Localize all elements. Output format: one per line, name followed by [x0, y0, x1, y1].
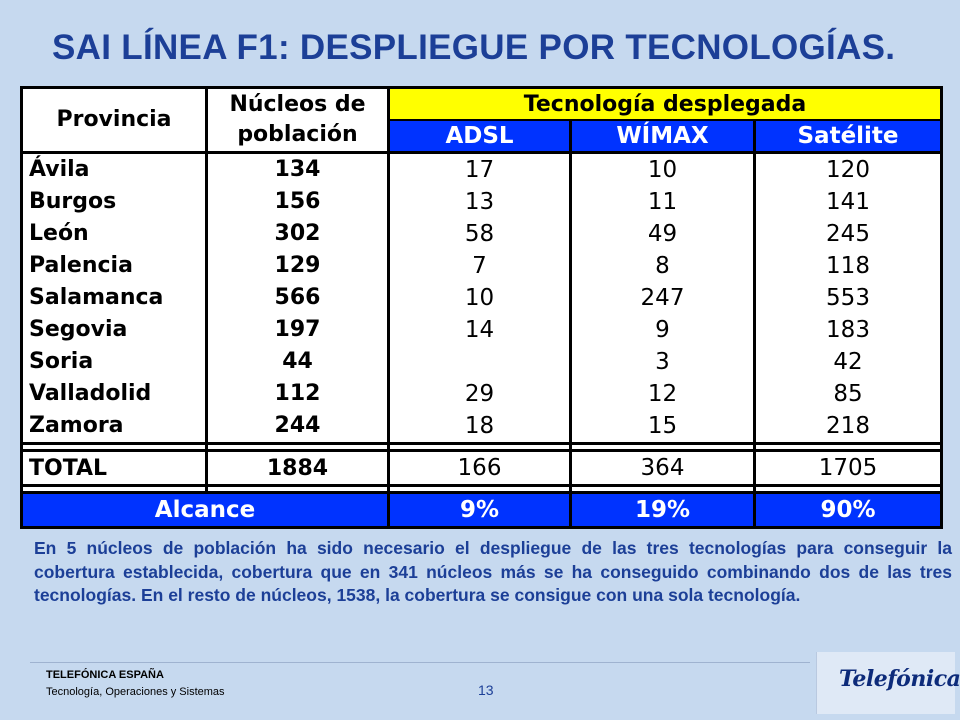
row-wimax: 247 — [571, 282, 755, 314]
row-adsl: 13 — [389, 186, 571, 218]
row-satelite: 553 — [755, 282, 942, 314]
header-provincia: Provincia — [22, 88, 207, 153]
alcance-satelite: 90% — [755, 493, 942, 528]
total-row — [22, 451, 942, 486]
row-adsl: 10 — [389, 282, 571, 314]
total-adsl: 166 — [389, 451, 571, 486]
row-satelite: 85 — [755, 378, 942, 410]
row-wimax: 3 — [571, 346, 755, 378]
table-row — [22, 186, 942, 218]
alcance-adsl: 9% — [389, 493, 571, 528]
row-adsl: 58 — [389, 218, 571, 250]
header-nucleos-line2: población — [237, 122, 358, 147]
row-provincia: Burgos — [22, 186, 207, 218]
table-row — [22, 282, 942, 314]
alcance-label: Alcance — [22, 493, 389, 528]
page-number: 13 — [478, 682, 494, 698]
row-nucleos: 566 — [207, 282, 389, 314]
table-row — [22, 250, 942, 282]
header-nucleos-line1: Núcleos de — [229, 92, 366, 117]
row-satelite: 141 — [755, 186, 942, 218]
total-wimax: 364 — [571, 451, 755, 486]
row-wimax: 11 — [571, 186, 755, 218]
footer-division: Tecnología, Operaciones y Sistemas — [46, 686, 225, 698]
row-satelite: 120 — [755, 153, 942, 187]
telefonica-logo — [816, 652, 960, 714]
row-nucleos: 44 — [207, 346, 389, 378]
row-provincia: Segovia — [22, 314, 207, 346]
row-nucleos: 302 — [207, 218, 389, 250]
row-satelite: 245 — [755, 218, 942, 250]
row-wimax: 15 — [571, 410, 755, 444]
row-nucleos: 112 — [207, 378, 389, 410]
row-nucleos: 134 — [207, 153, 389, 187]
row-provincia: Palencia — [22, 250, 207, 282]
slide-title: SAI LÍNEA F1: DESPLIEGUE POR TECNOLOGÍAS. — [52, 28, 896, 67]
table-row — [22, 378, 942, 410]
table-row — [22, 153, 942, 187]
table-row — [22, 314, 942, 346]
row-adsl: 7 — [389, 250, 571, 282]
row-nucleos: 244 — [207, 410, 389, 444]
alcance-wimax: 19% — [571, 493, 755, 528]
footer-divider — [30, 662, 810, 663]
row-nucleos: 156 — [207, 186, 389, 218]
header-satelite: Satélite — [755, 120, 942, 153]
row-wimax: 10 — [571, 153, 755, 187]
row-provincia: Salamanca — [22, 282, 207, 314]
row-wimax: 12 — [571, 378, 755, 410]
row-provincia: Zamora — [22, 410, 207, 444]
row-nucleos: 197 — [207, 314, 389, 346]
total-satelite: 1705 — [755, 451, 942, 486]
header-wimax: WÍMAX — [571, 120, 755, 153]
row-provincia: Soria — [22, 346, 207, 378]
row-wimax: 9 — [571, 314, 755, 346]
footer-company: TELEFÓNICA ESPAÑA — [46, 669, 164, 681]
row-provincia: León — [22, 218, 207, 250]
summary-paragraph: En 5 núcleos de población ha sido necesario el despliegue de las tres tecnologías para conseguir la cobertura establecida, cobertura que en 341 núcleos más se ha conseguido combinando dos de las tres tecnologías. En el resto de núcleos, 1538, la cobertura se consigue con una sola tecnología. — [34, 538, 952, 605]
total-nucleos: 1884 — [207, 451, 389, 486]
row-nucleos: 129 — [207, 250, 389, 282]
table-row — [22, 410, 942, 444]
header-tecnologia: Tecnología desplegada — [389, 88, 942, 121]
row-satelite: 183 — [755, 314, 942, 346]
row-provincia: Ávila — [22, 153, 207, 187]
alcance-row — [22, 493, 942, 528]
header-nucleos — [207, 88, 389, 153]
row-satelite: 118 — [755, 250, 942, 282]
table-row — [22, 218, 942, 250]
logo-text: Telefónica — [839, 666, 960, 692]
row-adsl: 29 — [389, 378, 571, 410]
header-adsl: ADSL — [389, 120, 571, 153]
row-wimax: 8 — [571, 250, 755, 282]
table-row — [22, 346, 942, 378]
row-satelite: 42 — [755, 346, 942, 378]
row-adsl: 17 — [389, 153, 571, 187]
total-label: TOTAL — [22, 451, 207, 486]
deployment-table — [20, 86, 943, 529]
row-satelite: 218 — [755, 410, 942, 444]
row-adsl: 18 — [389, 410, 571, 444]
row-adsl — [389, 346, 571, 378]
row-provincia: Valladolid — [22, 378, 207, 410]
row-wimax: 49 — [571, 218, 755, 250]
row-adsl: 14 — [389, 314, 571, 346]
